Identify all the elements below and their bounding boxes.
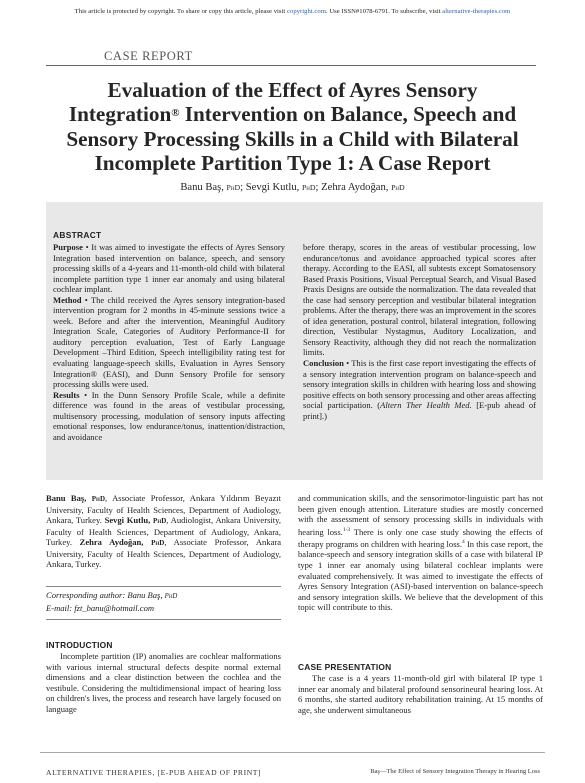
correspondence	[46, 590, 281, 613]
footer-rule	[40, 752, 545, 753]
journal-abbrev: Altern Ther Health Med.	[380, 400, 472, 411]
abstract-right-column	[303, 242, 536, 421]
registered-mark: ®	[171, 107, 180, 120]
abstract-left-column	[53, 242, 285, 442]
copyright-link[interactable]: copyright.com	[287, 8, 326, 15]
abstract-heading: ABSTRACT	[53, 230, 102, 240]
section-label: CASE REPORT	[104, 49, 193, 63]
author-2: Sevgi Kutlu,	[245, 182, 300, 193]
introduction-heading: INTRODUCTION	[46, 640, 113, 650]
section-label-row	[46, 48, 536, 66]
right-column-text	[298, 493, 543, 613]
abstract-method: Method • The child received the Ayres sensory integration-based intervention program for 2 months in 45-minute sessions twice a week. Before and after the intervention, Meaningful Auditory Integration Scale, Categories of Auditory Performance-II for auditory perception evaluation, Test of Early Language Development –Third Edition, Speech intelligibility rating test for evaluating language-speech skills, Evaluation in Ayres Sensory Integration® (EASI), and Dunn Sensory Profile for sensory processing skills were used.	[53, 294, 285, 390]
copyright-bar	[0, 8, 585, 15]
copyright-text: This article is protected by copyright. To share or copy this article, please visit	[74, 8, 287, 15]
case-presentation-text: The case is a 4 years 11-month-old girl with bilateral IP type 1 inner ear anomaly and bilateral profound sensorineural hearing loss. At 6 months, she started auditory rehabilitation training. At 15 months of age, she underwent simultaneous	[298, 673, 543, 715]
abstract-results: Results • In the Dunn Sensory Profile Scale, while a definite difference was found in the areas of vestibular processing, multisensory processing, modulation of sensory inputs affecting emotional responses, low endurance/tonus, inattention/distraction, and avoidance	[53, 389, 285, 442]
author-3: Zehra Aydoğan,	[321, 182, 389, 193]
author-list: Banu Baş, PhD; Sevgi Kutlu, PhD; Zehra Aydoğan, PhD	[180, 182, 405, 193]
title-line-2: Integration® Intervention on Balance, Speech and	[68, 102, 517, 127]
footer-running-title: Baş—The Effect of Sensory Integration Therapy in Hearing Loss	[370, 768, 540, 775]
reference-4: 4	[462, 539, 465, 546]
case-presentation-heading: CASE PRESENTATION	[298, 662, 392, 672]
article-title	[40, 78, 545, 176]
footer-journal: ALTERNATIVE THERAPIES, [E-PUB AHEAD OF PRINT]	[46, 768, 262, 777]
intro-continuation: and communication skills, and the sensorimotor-linguistic part has not been given enough attention. Literature studies are mostly concerned with the assessment of sensory processing skills in individuals with hearing loss.$^{1-3}$ There is only one case study showing the effects of therapy programs on children with hearing loss.$^4$ In this case report, the balance-speech and sensory integration skills of a case with bilateral IP type 1 inner ear anomaly using bilateral cochlear implants were evaluated comprehensively. It was aimed to investigate the effects of Ayres Sensory Integration (ASI)-based intervention on balance-speech and sensory integration skills. We believe that the development of this topic will contribute to this.	[298, 493, 543, 613]
abstract-results-cont: before therapy, scores in the areas of vestibular processing, low endurance/tonus and avoidance approached typical scores after therapy. According to the EASI, all subtests except Somatosensory Based Praxis Positions, Visual Perceptual Search, and Visual Based Praxis Designs are outside the normalization. The data revealed that the case had sensory perception and vestibular bilateral integration problems. After the therapy, there was an improvement in the scores of idea generation, postural control, bilateral integration, following direction, Vestibular Nystagmus, Auditory Localization, and Sensory Reactivity, although they did not reach the normalization limits.	[303, 242, 536, 358]
introduction-text: Incomplete partition (IP) anomalies are cochlear malformations with various internal structural defects despite normal external dimensions and a clear distinction between the cochlea and the vestibule. Considering the multidimensional impact of hearing loss on children's lives, the process and research have largely focused on language	[46, 651, 281, 714]
abstract-conclusion: Conclusion • This is the first case report investigating the effects of a sensory integration intervention program on balance-speech and sensory integration skills in children with hearing loss and showing positive effects on both sensory processing and other areas affecting social participation. (Altern Ther Health Med. [E-pub ahead of print].)	[303, 358, 536, 421]
section-label-rule	[46, 65, 536, 66]
author-1: Banu Baş,	[180, 182, 224, 193]
title-line-4: Incomplete Partition Type 1: A Case Report	[94, 151, 491, 176]
abstract-purpose: Purpose • It was aimed to investigate the effects of Ayres Sensory Integration based intervention on balance, speech, and sensory processing skills of a 4-years and 11-month-old child with bilateral incomplete partition type 1 inner ear anomaly and using bilateral cochlear implant.	[53, 242, 285, 295]
reference-1-3: 1-3	[342, 526, 351, 533]
affiliation-divider	[46, 586, 281, 587]
title-line-3: Sensory Processing Skills in a Child with Bilateral	[66, 126, 519, 151]
author-email[interactable]: E-mail: fzt_banu@hotmail.com	[46, 602, 155, 613]
corresponding-author: Corresponding author: Banu Baş, PhD	[46, 590, 178, 600]
title-line-1: Evaluation of the Effect of Ayres Sensory	[107, 78, 478, 102]
abstract-box	[46, 202, 543, 480]
affiliations: Banu Baş, PhD, Associate Professor, Ankara Yıldırım Beyazıt University, Faculty of Health Sciences, Department of Audiology, Ankara, Turkey. Sevgi Kutlu, PhD, Audiologist, Ankara University, Faculty of Health Sciences, Department of Audiology, Ankara, Turkey. Zehra Aydoğan, PhD, Associate Professor, Ankara University, Faculty of Health Sciences, Department of Audiology, Ankara, Turkey.	[46, 493, 282, 570]
issn-text: . Use ISSN#1078-6791. To subscribe, visit	[325, 8, 443, 15]
correspondence-divider	[46, 619, 281, 620]
subscribe-link[interactable]: alternative-therapies.com	[442, 8, 511, 15]
